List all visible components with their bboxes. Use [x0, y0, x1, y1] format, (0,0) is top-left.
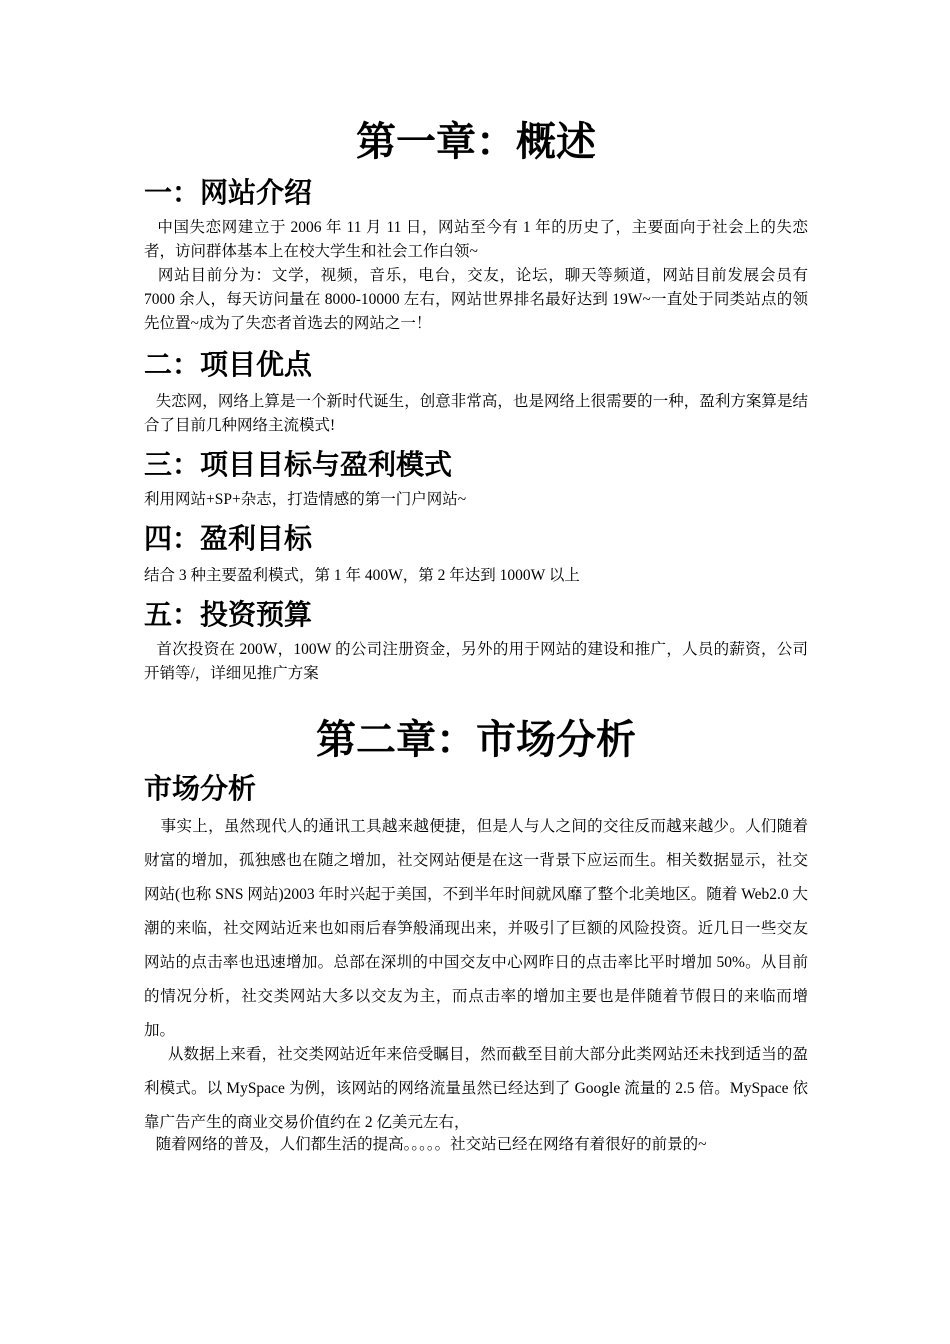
paragraph: 中国失恋网建立于 2006 年 11 月 11 日，网站至今有 1 年的历史了，主要面向于社会上的失恋者，访问群体基本上在校大学生和社会工作白领~	[144, 219, 808, 260]
chapter-title: 第二章：市场分析	[316, 717, 636, 763]
section-heading: 二：项目优点	[144, 348, 313, 381]
section-heading: 四：盈利目标	[144, 522, 313, 555]
section-heading: 市场分析	[144, 772, 257, 805]
section-heading: 一：网站介绍	[144, 176, 313, 209]
chapter-title: 第一章：概述	[356, 119, 596, 165]
paragraph: 网站目前分为：文学，视频，音乐，电台，交友，论坛，聊天等频道，网站目前发展会员有 7000 余人，每天访问量在 8000-10000 左右，网站世界排名最好达到 19W~一直处于同类站点的领先位置~成为了失恋者首选去的网站之一！	[144, 267, 808, 332]
paragraph: 从数据上来看，社交类网站近年来倍受瞩目，然而截至目前大部分此类网站还未找到适当的盈利模式。以 MySpace 为例，该网站的网络流量虽然已经达到了 Google 流量的 2.5 倍。MySpace 依靠广告产生的商业交易价值约在 2 亿美元左右，	[144, 1046, 808, 1131]
paragraph: 随着网络的普及，人们都生活的提高。。。。。社交站已经在网络有着很好的前景的~	[144, 1136, 707, 1153]
paragraph: 利用网站+SP+杂志，打造情感的第一门户网站~	[144, 491, 467, 508]
section-heading: 五：投资预算	[144, 598, 313, 631]
paragraph: 结合 3 种主要盈利模式，第 1 年 400W，第 2 年达到 1000W 以上	[144, 567, 580, 584]
paragraph: 失恋网，网络上算是一个新时代诞生，创意非常高，也是网络上很需要的一种，盈利方案算是结合了目前几种网络主流模式!	[144, 393, 808, 434]
paragraph: 首次投资在 200W，100W 的公司注册资金，另外的用于网站的建设和推广，人员的薪资，公司开销等/，详细见推广方案	[144, 641, 808, 682]
section-heading: 三：项目目标与盈利模式	[144, 448, 453, 481]
paragraph: 事实上，虽然现代人的通讯工具越来越便捷，但是人与人之间的交往反而越来越少。人们随着财富的增加，孤独感也在随之增加，社交网站便是在这一背景下应运而生。相关数据显示，社交网站(也称 SNS 网站)2003 年时兴起于美国，不到半年时间就风靡了整个北美地区。随着 Web2.0 大潮的来临，社交网站近来也如雨后春笋般涌现出来，并吸引了巨额的风险投资。近几日一些交友网站的点击率也迅速增加。总部在深圳的中国交友中心网昨日的点击率比平时增加 50%。从目前的情况分析，社交类网站大多以交友为主，而点击率的增加主要也是伴随着节假日的来临而增加。	[144, 818, 808, 1039]
